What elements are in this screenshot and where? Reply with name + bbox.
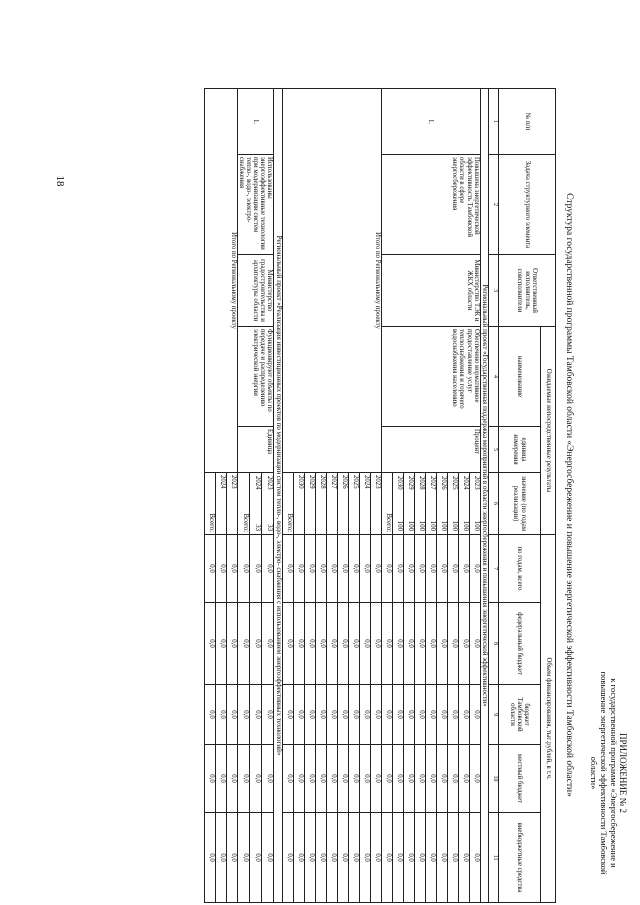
- total-amount: 0,0: [392, 535, 403, 603]
- itogo-row: [226, 89, 237, 903]
- extra-amount: 0,0: [249, 813, 261, 903]
- itogo-total: 0,0: [215, 535, 226, 603]
- structure-table: [204, 88, 556, 903]
- itogo-total: 0,0: [348, 535, 359, 603]
- page-number: 18: [54, 175, 66, 187]
- itogo-total-loc: 0,0: [282, 745, 293, 813]
- project-title: Региональный проект «Реализация инвестиционных проектов по модернизации систем тепло-, водо-, электро- снабжения с использованием энергоэффективных технологий»: [274, 89, 282, 903]
- header-by-years: по годам, всего: [499, 535, 541, 603]
- itogo-loc: 0,0: [226, 745, 237, 813]
- year-label: 2023: [266, 476, 274, 490]
- header-name: наименование: [499, 327, 541, 427]
- year-label: 2024: [254, 476, 262, 490]
- row-number: 1.: [237, 89, 274, 155]
- appendix-heading: ПРИЛОЖЕНИЕ № 2: [618, 732, 628, 814]
- itogo-ext: 0,0: [215, 813, 226, 903]
- itogo-ext: 0,0: [293, 813, 304, 903]
- total-ext: 0,0: [237, 813, 249, 903]
- total-total: 0,0: [381, 535, 392, 603]
- total-label: Всего:: [282, 473, 293, 535]
- document-title: Структура государственной программы Тамбовской области «Энергосбережение и повышение энергетической эффективности Тамбовской области»: [564, 193, 574, 797]
- extra-amount: 0,0: [262, 813, 274, 903]
- header-task: Задача структурного элемента: [499, 155, 556, 255]
- extra-amount: 0,0: [414, 813, 425, 903]
- extra-amount: 0,0: [436, 813, 447, 903]
- year-label: 2027: [326, 473, 337, 535]
- year-label: 2028: [315, 473, 326, 535]
- local-amount: 0,0: [249, 745, 261, 813]
- year-label: 2024: [461, 476, 469, 490]
- project-title-row: [274, 89, 282, 903]
- itogo-loc: 0,0: [304, 745, 315, 813]
- indicator-value: 100: [417, 520, 425, 532]
- year-value-cell: [262, 473, 274, 535]
- itogo-total: 0,0: [293, 535, 304, 603]
- year-label: 2028: [417, 476, 425, 490]
- itogo-reg: 0,0: [348, 685, 359, 745]
- year-label: 2026: [439, 476, 447, 490]
- itogo-label: Итого по Региональному проекту: [204, 89, 237, 473]
- extra-amount: 0,0: [458, 813, 469, 903]
- regional-amount: 0,0: [458, 685, 469, 745]
- header-federal: федеральный бюджет: [499, 603, 541, 685]
- itogo-fed: 0,0: [315, 603, 326, 685]
- local-amount: 0,0: [262, 745, 274, 813]
- year-value-cell: [447, 473, 458, 535]
- itogo-label: Итого по Региональному проекту: [282, 89, 381, 473]
- task-text: Повышена энергетической эффективность Тамбовской области в сфере энергосбережения: [381, 155, 480, 255]
- year-value-cell: [392, 473, 403, 535]
- total-reg: 0,0: [381, 685, 392, 745]
- regional-amount: 0,0: [392, 685, 403, 745]
- regional-amount: 0,0: [414, 685, 425, 745]
- indicator-value: 100: [395, 520, 403, 532]
- table-row: [469, 89, 480, 903]
- header-value: значение (по годам реализации): [499, 473, 541, 535]
- total-amount: 0,0: [425, 535, 436, 603]
- federal-amount: 0,0: [447, 603, 458, 685]
- itogo-total: 0,0: [337, 535, 348, 603]
- appendix-line: к государственной программе «Энергосбережение и: [608, 678, 619, 868]
- year-label: 2025: [348, 473, 359, 535]
- itogo-loc: 0,0: [348, 745, 359, 813]
- total-amount: 0,0: [249, 535, 261, 603]
- itogo-total: 0,0: [226, 535, 237, 603]
- itogo-fed: 0,0: [370, 603, 381, 685]
- appendix-line: повышение энергетической эффективности Тамбовской: [598, 671, 609, 875]
- total-fed: 0,0: [237, 603, 249, 685]
- local-amount: 0,0: [414, 745, 425, 813]
- total-label: Всего:: [237, 473, 249, 535]
- itogo-total-fed: 0,0: [204, 603, 215, 685]
- col-number: 1: [489, 89, 499, 155]
- total-total: 0,0: [237, 535, 249, 603]
- year-value-cell: [425, 473, 436, 535]
- total-amount: 0,0: [447, 535, 458, 603]
- itogo-reg: 0,0: [337, 685, 348, 745]
- regional-amount: 0,0: [262, 685, 274, 745]
- local-amount: 0,0: [436, 745, 447, 813]
- regional-amount: 0,0: [447, 685, 458, 745]
- regional-amount: 0,0: [436, 685, 447, 745]
- col-number: 8: [489, 603, 499, 685]
- project-title: Региональный проект «Государственная поддержка мероприятий в области энергосбережения и повышения энергетической эффективности»: [480, 89, 488, 903]
- extra-amount: 0,0: [469, 813, 480, 903]
- local-amount: 0,0: [425, 745, 436, 813]
- federal-amount: 0,0: [458, 603, 469, 685]
- extra-amount: 0,0: [392, 813, 403, 903]
- local-amount: 0,0: [403, 745, 414, 813]
- total-amount: 0,0: [458, 535, 469, 603]
- itogo-loc: 0,0: [293, 745, 304, 813]
- year-label: 2027: [428, 476, 436, 490]
- year-label: 2024: [359, 473, 370, 535]
- col-number: 11: [489, 813, 499, 903]
- indicator-value: 100: [472, 520, 480, 532]
- itogo-ext: 0,0: [315, 813, 326, 903]
- row-number: 1.: [381, 89, 480, 155]
- year-value-cell: [414, 473, 425, 535]
- year-value-cell: [458, 473, 469, 535]
- table-row: [262, 89, 274, 903]
- total-amount: 0,0: [262, 535, 274, 603]
- federal-amount: 0,0: [249, 603, 261, 685]
- year-label: 2029: [304, 473, 315, 535]
- year-value-cell: [436, 473, 447, 535]
- year-label: 2024: [215, 473, 226, 535]
- local-amount: 0,0: [458, 745, 469, 813]
- header-extra: внебюджетные средства: [499, 813, 541, 903]
- indicator-value: 100: [428, 520, 436, 532]
- header-regional: бюджет Тамбовской области: [499, 685, 541, 745]
- indicator-value: 33: [266, 524, 274, 532]
- indicator-value: 100: [406, 520, 414, 532]
- project-title-row: [480, 89, 488, 903]
- itogo-ext: 0,0: [326, 813, 337, 903]
- itogo-row: [370, 89, 381, 903]
- year-label: 2023: [226, 473, 237, 535]
- unit-text: Единица: [237, 427, 274, 473]
- itogo-total-ext: 0,0: [282, 813, 293, 903]
- year-label: 2025: [450, 476, 458, 490]
- itogo-reg: 0,0: [370, 685, 381, 745]
- year-label: 2030: [293, 473, 304, 535]
- extra-amount: 0,0: [447, 813, 458, 903]
- regional-amount: 0,0: [249, 685, 261, 745]
- col-number: 3: [489, 255, 499, 327]
- header-unit: единица измерения: [499, 427, 541, 473]
- itogo-ext: 0,0: [370, 813, 381, 903]
- itogo-loc: 0,0: [370, 745, 381, 813]
- itogo-fed: 0,0: [226, 603, 237, 685]
- itogo-total-total: 0,0: [204, 535, 215, 603]
- federal-amount: 0,0: [469, 603, 480, 685]
- result-text: Функционируют объекты по передаче и распределению электрической энергии: [237, 327, 274, 427]
- task-text: Использованы энергоэффективные технологии при модернизации систем тепло-, водо-, электро- снабжения: [237, 155, 274, 255]
- total-ext: 0,0: [381, 813, 392, 903]
- year-label: 2023: [370, 473, 381, 535]
- local-amount: 0,0: [447, 745, 458, 813]
- rotated-page: [83, 88, 628, 902]
- itogo-reg: 0,0: [304, 685, 315, 745]
- regional-amount: 0,0: [403, 685, 414, 745]
- itogo-reg: 0,0: [226, 685, 237, 745]
- federal-amount: 0,0: [392, 603, 403, 685]
- col-number: 5: [489, 427, 499, 473]
- itogo-fed: 0,0: [337, 603, 348, 685]
- col-number: 2: [489, 155, 499, 255]
- itogo-loc: 0,0: [326, 745, 337, 813]
- col-number: 6: [489, 473, 499, 535]
- col-number: 7: [489, 535, 499, 603]
- header-expected: Ожидаемые непосредственные результаты: [541, 327, 556, 535]
- header-local: местный бюджет: [499, 745, 541, 813]
- total-amount: 0,0: [403, 535, 414, 603]
- federal-amount: 0,0: [436, 603, 447, 685]
- itogo-total: 0,0: [304, 535, 315, 603]
- executor-text: Министерство ТЭК и ЖКХ области: [381, 255, 480, 327]
- itogo-total: 0,0: [315, 535, 326, 603]
- total-loc: 0,0: [381, 745, 392, 813]
- itogo-total-fed: 0,0: [282, 603, 293, 685]
- itogo-ext: 0,0: [348, 813, 359, 903]
- itogo-loc: 0,0: [337, 745, 348, 813]
- itogo-total-loc: 0,0: [204, 745, 215, 813]
- indicator-value: 100: [439, 520, 447, 532]
- local-amount: 0,0: [392, 745, 403, 813]
- itogo-fed: 0,0: [348, 603, 359, 685]
- column-numbers-row: [489, 89, 499, 903]
- total-fed: 0,0: [381, 603, 392, 685]
- local-amount: 0,0: [469, 745, 480, 813]
- itogo-loc: 0,0: [359, 745, 370, 813]
- itogo-total: 0,0: [370, 535, 381, 603]
- federal-amount: 0,0: [414, 603, 425, 685]
- itogo-loc: 0,0: [315, 745, 326, 813]
- col-number: 4: [489, 327, 499, 427]
- itogo-fed: 0,0: [359, 603, 370, 685]
- col-number: 10: [489, 745, 499, 813]
- unit-text: Процент: [381, 427, 480, 473]
- total-label: Всего:: [204, 473, 215, 535]
- year-value-cell: [249, 473, 261, 535]
- result-text: Обеспечено нормативное предоставление услуг теплоснабжения и горячего водоснабжения населению: [381, 327, 480, 427]
- itogo-ext: 0,0: [337, 813, 348, 903]
- year-label: 2029: [406, 476, 414, 490]
- appendix-line: области»: [589, 756, 600, 790]
- itogo-total-ext: 0,0: [204, 813, 215, 903]
- total-reg: 0,0: [237, 685, 249, 745]
- total-label: Всего:: [381, 473, 392, 535]
- indicator-value: 33: [254, 524, 262, 532]
- header-funding: Объем финансирования, тыс.рублей, в т.ч.: [541, 535, 556, 903]
- itogo-fed: 0,0: [304, 603, 315, 685]
- itogo-fed: 0,0: [215, 603, 226, 685]
- federal-amount: 0,0: [262, 603, 274, 685]
- itogo-loc: 0,0: [215, 745, 226, 813]
- regional-amount: 0,0: [469, 685, 480, 745]
- itogo-ext: 0,0: [226, 813, 237, 903]
- itogo-ext: 0,0: [359, 813, 370, 903]
- itogo-reg: 0,0: [293, 685, 304, 745]
- federal-amount: 0,0: [403, 603, 414, 685]
- year-label: 2023: [472, 476, 480, 490]
- year-value-cell: [403, 473, 414, 535]
- federal-amount: 0,0: [425, 603, 436, 685]
- regional-amount: 0,0: [425, 685, 436, 745]
- itogo-reg: 0,0: [315, 685, 326, 745]
- itogo-reg: 0,0: [215, 685, 226, 745]
- itogo-total: 0,0: [326, 535, 337, 603]
- executor-text: Министерство градостроительства и архитектуры области: [237, 255, 274, 327]
- total-loc: 0,0: [237, 745, 249, 813]
- col-number: 9: [489, 685, 499, 745]
- total-amount: 0,0: [469, 535, 480, 603]
- itogo-reg: 0,0: [359, 685, 370, 745]
- header-executor: Ответственный исполнитель, соисполнители: [499, 255, 556, 327]
- itogo-total-reg: 0,0: [204, 685, 215, 745]
- extra-amount: 0,0: [425, 813, 436, 903]
- header-num: № п/п: [499, 89, 556, 155]
- year-label: 2030: [395, 476, 403, 490]
- appendix-block: [588, 648, 628, 898]
- year-value-cell: [469, 473, 480, 535]
- itogo-ext: 0,0: [304, 813, 315, 903]
- extra-amount: 0,0: [403, 813, 414, 903]
- itogo-fed: 0,0: [293, 603, 304, 685]
- itogo-fed: 0,0: [326, 603, 337, 685]
- itogo-total-reg: 0,0: [282, 685, 293, 745]
- itogo-reg: 0,0: [326, 685, 337, 745]
- indicator-value: 100: [450, 520, 458, 532]
- total-amount: 0,0: [436, 535, 447, 603]
- total-amount: 0,0: [414, 535, 425, 603]
- itogo-total-total: 0,0: [282, 535, 293, 603]
- itogo-total: 0,0: [359, 535, 370, 603]
- indicator-value: 100: [461, 520, 469, 532]
- year-label: 2026: [337, 473, 348, 535]
